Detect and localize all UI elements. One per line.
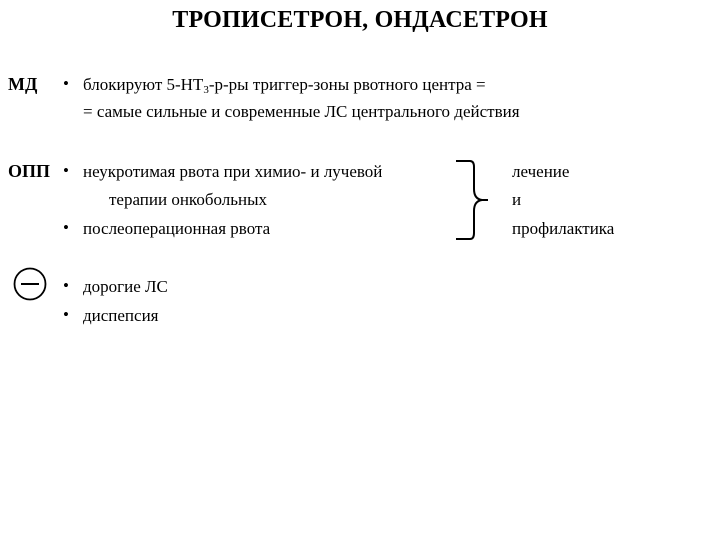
md-line-1-prefix: блокируют 5-НТ xyxy=(83,75,204,94)
opp-label: ОПП xyxy=(8,161,51,181)
minus-item-2: диспепсия xyxy=(83,306,159,325)
md-label: МД xyxy=(8,74,38,94)
opp-item-1-line-2: терапии онкобольных xyxy=(109,190,268,209)
opp-item-1-line-1: неукротимая рвота при химио- и лучевой xyxy=(83,162,383,181)
md-bullet: • xyxy=(63,74,69,93)
minus-bullet-1: • xyxy=(63,276,69,295)
opp-bullet-2: • xyxy=(63,218,69,237)
md-line-1-subscript: 3 xyxy=(203,84,209,96)
curly-brace-icon xyxy=(450,155,510,245)
opp-item-2: послеоперационная рвота xyxy=(83,219,271,238)
minus-item-1: дорогие ЛС xyxy=(83,277,168,296)
md-line-1-suffix: -р-ры триггер-зоны рвотного центра = xyxy=(208,75,486,94)
md-line-2: = самые сильные и современные ЛС центрального действия xyxy=(83,102,520,121)
minus-bullet-2: • xyxy=(63,305,69,324)
opp-bullet-1: • xyxy=(63,161,69,180)
page-title: ТРОПИСЕТРОН, ОНДАСЕТРОН xyxy=(172,7,548,33)
bracket-text-1: лечение xyxy=(512,162,570,181)
bracket-text-3: профилактика xyxy=(512,219,615,238)
bracket-text-2: и xyxy=(512,190,522,209)
minus-circle-icon xyxy=(12,266,48,302)
md-line-1 xyxy=(83,75,486,95)
